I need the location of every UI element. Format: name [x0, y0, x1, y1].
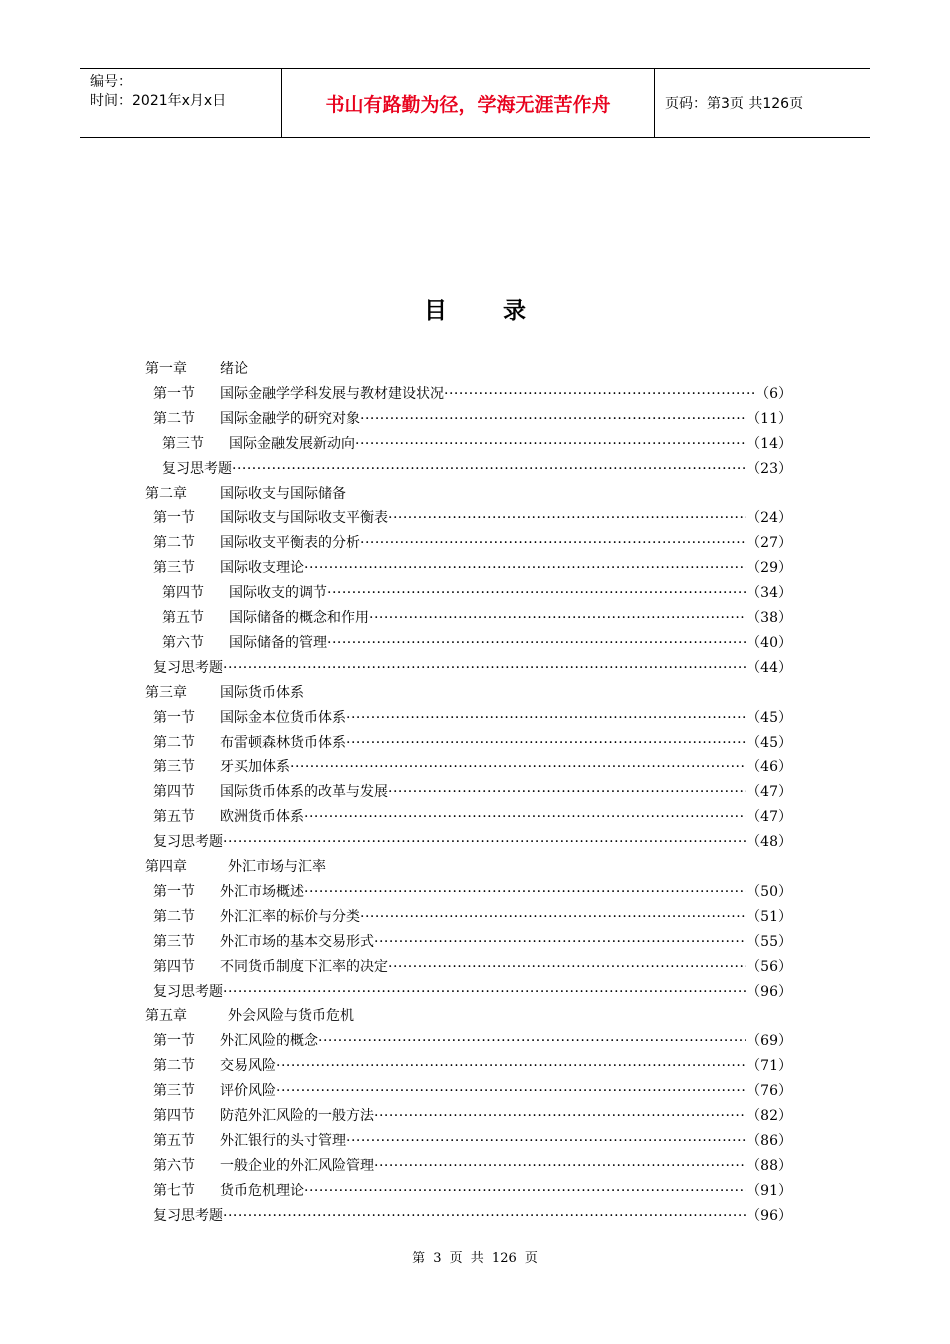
chapter-number: 第四章 — [145, 859, 187, 875]
section-number: 第二节 — [153, 410, 195, 427]
toc-entry — [153, 880, 792, 904]
dot-leader — [360, 407, 746, 431]
chapter-title: 绪论 — [220, 361, 248, 377]
section-title: 一般企业的外汇风险管理 — [220, 1157, 374, 1174]
section-title: 评价风险 — [220, 1083, 276, 1100]
toc-entry — [153, 506, 792, 530]
toc-entry — [153, 930, 792, 954]
page-number: （14） — [746, 435, 792, 452]
page-number: （6） — [755, 385, 792, 402]
section-title: 欧洲货币体系 — [220, 809, 304, 826]
page-number: （29） — [746, 560, 792, 577]
chapter-title: 国际货币体系 — [220, 684, 304, 701]
section-title: 国际收支理论 — [220, 560, 304, 577]
dot-leader — [388, 955, 746, 979]
toc-entry — [153, 1129, 792, 1153]
toc-entry — [153, 1054, 792, 1078]
page-number: （56） — [746, 958, 792, 975]
page-number: （34） — [746, 585, 792, 602]
header-meta — [80, 69, 282, 137]
section-title: 交易风险 — [220, 1058, 276, 1075]
page-number: （91） — [746, 1182, 792, 1199]
section-number: 第一节 — [153, 385, 195, 402]
page-number: （23） — [746, 460, 792, 477]
page-number: （24） — [746, 510, 792, 527]
page-number: （44） — [746, 659, 792, 676]
dot-leader — [304, 805, 746, 829]
section-title: 货币危机理论 — [220, 1182, 304, 1199]
section-number: 第二节 — [153, 908, 195, 925]
dot-leader — [374, 1154, 746, 1178]
toc-entry — [153, 656, 792, 680]
section-title: 牙买加体系 — [220, 759, 290, 776]
section-title: 复习思考题 — [153, 1207, 223, 1224]
dot-leader — [388, 506, 746, 530]
section-number: 第二节 — [153, 734, 195, 751]
toc-entry — [153, 1079, 792, 1103]
toc-entry — [153, 1179, 792, 1203]
section-number: 第二节 — [153, 535, 195, 552]
chapter-title: 国际收支与国际储备 — [220, 485, 346, 502]
dot-leader — [346, 1129, 746, 1153]
section-number: 第四节 — [153, 1108, 195, 1124]
toc-entry — [153, 731, 792, 755]
section-title: 国际金融学学科发展与教材建设状况 — [220, 385, 444, 402]
page-number: （71） — [746, 1058, 792, 1075]
section-number: 第一节 — [153, 883, 195, 900]
page-number: （45） — [746, 709, 792, 726]
section-title: 国际收支平衡表的分析 — [220, 535, 360, 552]
section-number: 第三节 — [153, 933, 195, 950]
page-header — [80, 68, 870, 138]
dot-leader — [304, 556, 746, 580]
section-number: 第一节 — [153, 1033, 195, 1050]
section-number: 第四节 — [162, 585, 204, 602]
page-number: （96） — [746, 1207, 792, 1224]
section-number: 第五节 — [153, 1132, 195, 1149]
chapter-number: 第五章 — [145, 1008, 187, 1025]
toc-entry — [162, 581, 792, 605]
chapter-title: 外汇市场与汇率 — [228, 859, 326, 875]
page-number: （47） — [746, 784, 792, 801]
page-number: （40） — [746, 634, 792, 651]
toc-entry — [153, 805, 792, 829]
dot-leader — [360, 905, 746, 929]
toc-entry — [153, 556, 792, 580]
dot-leader — [223, 980, 746, 1004]
chapter-number: 第二章 — [145, 485, 187, 502]
section-title: 外汇风险的概念 — [220, 1033, 318, 1050]
toc-chapter — [145, 855, 326, 879]
toc-entry — [153, 955, 792, 979]
toc-entry — [153, 1029, 792, 1053]
section-title: 复习思考题 — [162, 460, 232, 477]
section-number: 第五节 — [162, 610, 204, 626]
dot-leader — [223, 1204, 746, 1228]
chapter-number: 第三章 — [145, 684, 187, 701]
section-number: 第七节 — [153, 1182, 195, 1199]
page-number: （27） — [746, 535, 792, 552]
toc-entry — [162, 432, 792, 456]
section-title: 不同货币制度下汇率的决定 — [220, 958, 388, 975]
toc-entry — [153, 382, 792, 406]
section-title: 国际收支的调节 — [229, 585, 327, 602]
toc-entry — [153, 1204, 792, 1228]
toc-entry — [153, 1154, 792, 1178]
section-number: 第三节 — [153, 759, 195, 776]
section-title: 国际金融发展新动向 — [229, 435, 355, 452]
toc-title: 目录 — [424, 298, 582, 324]
chapter-number: 第一章 — [145, 361, 187, 377]
toc-entry — [153, 531, 792, 555]
section-number: 第三节 — [162, 435, 204, 452]
toc-chapter — [145, 357, 248, 381]
dot-leader — [374, 1104, 746, 1128]
dot-leader — [360, 531, 746, 555]
dot-leader — [355, 432, 746, 456]
dot-leader — [388, 780, 746, 804]
section-title: 国际储备的概念和作用 — [229, 610, 369, 626]
toc-entry — [162, 631, 792, 655]
dot-leader — [346, 706, 746, 730]
toc-entry — [153, 706, 792, 730]
dot-leader — [304, 880, 746, 904]
page-number: （76） — [746, 1083, 792, 1100]
dot-leader — [327, 631, 746, 655]
section-number: 第六节 — [162, 634, 204, 651]
toc-entry — [153, 905, 792, 929]
section-title: 复习思考题 — [153, 983, 223, 1000]
toc-entry — [153, 407, 792, 431]
page-number: （96） — [746, 983, 792, 1000]
dot-leader — [318, 1029, 746, 1053]
date-label: 时间：2021年x月x日 — [90, 93, 227, 109]
dot-leader — [276, 1054, 746, 1078]
dot-leader — [223, 830, 746, 854]
section-title: 外汇汇率的标价与分类 — [220, 908, 360, 925]
toc-chapter — [145, 482, 346, 506]
section-title: 国际金本位货币体系 — [220, 709, 346, 726]
dot-leader — [369, 606, 746, 630]
page-footer: 第 3 页 共 126 页 — [412, 1251, 538, 1266]
toc-entry — [153, 755, 792, 779]
page-number: （46） — [746, 759, 792, 776]
toc-entry — [153, 780, 792, 804]
dot-leader — [327, 581, 746, 605]
page-number: （69） — [746, 1033, 792, 1050]
dot-leader — [223, 656, 746, 680]
section-title: 国际货币体系的改革与发展 — [220, 784, 388, 801]
page-number: （86） — [746, 1132, 792, 1149]
section-number: 第一节 — [153, 510, 195, 527]
section-number: 第四节 — [153, 784, 195, 801]
section-number: 第六节 — [153, 1157, 195, 1174]
dot-leader — [304, 1179, 746, 1203]
section-title: 复习思考题 — [153, 659, 223, 676]
dot-leader — [232, 457, 746, 481]
toc-entry — [153, 1104, 792, 1128]
section-title: 布雷顿森林货币体系 — [220, 734, 346, 751]
serial-label: 编号： — [90, 74, 132, 90]
section-title: 防范外汇风险的一般方法 — [220, 1108, 374, 1124]
page-number: （50） — [746, 883, 792, 900]
chapter-title: 外会风险与货币危机 — [228, 1008, 354, 1025]
section-title: 国际收支与国际收支平衡表 — [220, 510, 388, 527]
page-number: （11） — [746, 410, 792, 427]
dot-leader — [290, 755, 746, 779]
toc-entry — [162, 457, 792, 481]
page-number: （45） — [746, 734, 792, 751]
toc-entry — [153, 980, 792, 1004]
dot-leader — [374, 930, 746, 954]
header-page-label: 页码：第3页 共126页 — [665, 96, 804, 112]
page-number: （88） — [746, 1157, 792, 1174]
section-title: 外汇市场的基本交易形式 — [220, 933, 374, 950]
section-title: 复习思考题 — [153, 834, 223, 851]
section-title: 外汇市场概述 — [220, 883, 304, 900]
header-motto: 书山有路勤为径，学海无涯苦作舟 — [282, 69, 655, 137]
toc-chapter — [145, 1004, 354, 1028]
page-number: （48） — [746, 834, 792, 851]
dot-leader — [276, 1079, 746, 1103]
dot-leader — [444, 382, 755, 406]
page-number: （82） — [746, 1108, 792, 1124]
dot-leader — [346, 731, 746, 755]
page-number: （47） — [746, 809, 792, 826]
section-number: 第五节 — [153, 809, 195, 826]
page-number: （38） — [746, 610, 792, 626]
section-number: 第二节 — [153, 1058, 195, 1075]
toc-entry — [162, 606, 792, 630]
section-number: 第一节 — [153, 709, 195, 726]
toc-entry — [153, 830, 792, 854]
section-title: 国际金融学的研究对象 — [220, 410, 360, 427]
section-title: 国际储备的管理 — [229, 634, 327, 651]
toc-chapter — [145, 681, 304, 705]
section-title: 外汇银行的头寸管理 — [220, 1132, 346, 1149]
page-number: （55） — [746, 933, 792, 950]
section-number: 第三节 — [153, 1083, 195, 1100]
section-number: 第四节 — [153, 958, 195, 975]
section-number: 第三节 — [153, 560, 195, 577]
page-number: （51） — [746, 908, 792, 925]
